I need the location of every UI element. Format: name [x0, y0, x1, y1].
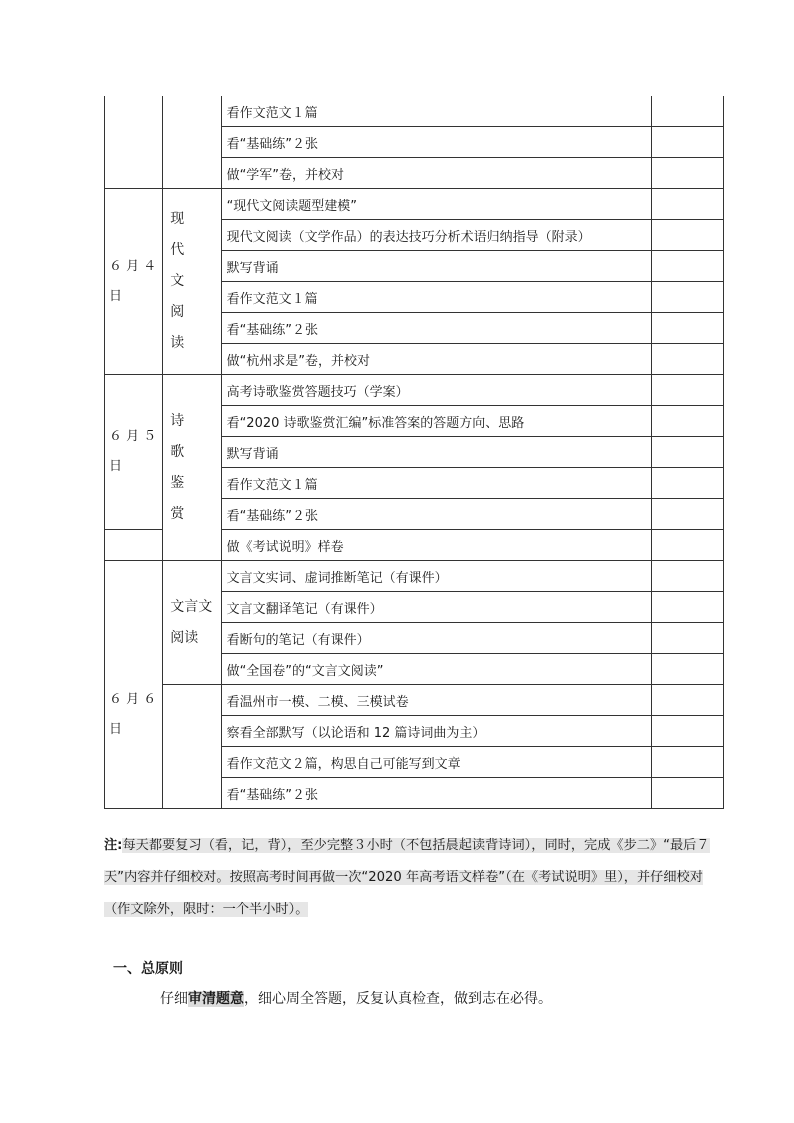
check-cell	[651, 499, 723, 530]
check-cell	[651, 251, 723, 282]
check-cell	[651, 685, 723, 716]
check-cell	[651, 561, 723, 592]
task-cell: 看“2020 诗歌鉴赏汇编”标准答案的答题方向、思路	[221, 406, 651, 437]
check-cell	[651, 530, 723, 561]
task-cell: 看温州市一模、二模、三模试卷	[221, 685, 651, 716]
body-text: 仔细	[160, 991, 188, 1007]
check-cell	[651, 220, 723, 251]
date-line: 日	[109, 288, 123, 304]
task-cell: 看断句的笔记（有课件）	[221, 623, 651, 654]
task-cell: 高考诗歌鉴赏答题技巧（学案）	[221, 375, 651, 406]
date-line: ６ 月 ６	[109, 691, 157, 707]
task-cell: 做《考试说明》样卷	[221, 530, 651, 561]
body-text: ，细心周全答题，反复认真检查，做到志在必得。	[244, 991, 552, 1007]
note-paragraph	[104, 830, 724, 926]
topic-cell	[163, 96, 221, 189]
task-cell: 默写背诵	[221, 437, 651, 468]
task-cell: 看作文范文１篇	[221, 282, 651, 313]
task-cell: 文言文翻译笔记（有课件）	[221, 592, 651, 623]
date-line: 日	[109, 459, 123, 474]
check-cell	[651, 158, 723, 189]
date-cell	[105, 561, 163, 809]
topic-cell-empty	[163, 685, 221, 809]
table-row	[105, 685, 724, 716]
task-cell: 看“基础练”２张	[221, 313, 651, 344]
date-line: 日	[109, 721, 123, 737]
section-heading: 一、总原则	[113, 961, 183, 977]
task-cell: 默写背诵	[221, 251, 651, 282]
task-cell: 做“学军”卷，并校对	[221, 158, 651, 189]
check-cell	[651, 437, 723, 468]
date-cell	[105, 96, 163, 189]
task-cell: 看“基础练”２张	[221, 499, 651, 530]
table-row	[105, 561, 724, 592]
date-cell	[105, 189, 163, 375]
date-line: ６ 月 ５	[109, 429, 157, 444]
check-cell	[651, 406, 723, 437]
body-highlight: 审清题意	[188, 991, 244, 1007]
date-cell-empty	[105, 530, 163, 561]
check-cell	[651, 468, 723, 499]
task-cell: 看“基础练”２张	[221, 778, 651, 809]
check-cell	[651, 313, 723, 344]
task-cell: 察看全部默写（以论语和 12 篇诗词曲为主）	[221, 716, 651, 747]
note-label: 注:	[104, 838, 123, 853]
check-cell	[651, 127, 723, 158]
check-cell	[651, 716, 723, 747]
study-plan-table	[104, 96, 724, 809]
section-body	[160, 988, 552, 1008]
task-cell: 现代文阅读（文学作品）的表达技巧分析术语归纳指导（附录）	[221, 220, 651, 251]
date-line: ６ 月 ４	[109, 258, 157, 274]
check-cell	[651, 778, 723, 809]
task-cell: 看作文范文１篇	[221, 96, 651, 127]
task-cell: “现代文阅读题型建模”	[221, 189, 651, 220]
topic-cell: 现 代 文 阅 读	[163, 189, 221, 375]
table-row	[105, 189, 724, 220]
task-cell: 做“全国卷”的“文言文阅读”	[221, 654, 651, 685]
task-cell: 看作文范文２篇，构思自己可能写到文章	[221, 747, 651, 778]
check-cell	[651, 344, 723, 375]
check-cell	[651, 654, 723, 685]
check-cell	[651, 592, 723, 623]
check-cell	[651, 623, 723, 654]
task-cell: 做“杭州求是”卷，并校对	[221, 344, 651, 375]
task-cell: 文言文实词、虚词推断笔记（有课件）	[221, 561, 651, 592]
check-cell	[651, 747, 723, 778]
check-cell	[651, 282, 723, 313]
check-cell	[651, 375, 723, 406]
topic-cell: 诗 歌 鉴 赏	[163, 375, 221, 561]
check-cell	[651, 96, 723, 127]
task-cell: 看作文范文１篇	[221, 468, 651, 499]
check-cell	[651, 189, 723, 220]
date-cell	[105, 375, 163, 530]
table-row	[105, 375, 724, 406]
table-row	[105, 96, 724, 127]
topic-cell: 文言文 阅读	[163, 561, 221, 685]
task-cell: 看“基础练”２张	[221, 127, 651, 158]
note-text: 每天都要复习（看，记，背），至少完整３小时（不包括晨起读背诗词），同时，完成《步二》“最后７天”内容并仔细校对。按照高考时间再做一次“2020 年高考语文样卷”（在《考试说明》里），并仔细校对（作文除外，限时：一个半小时）。	[104, 838, 710, 917]
